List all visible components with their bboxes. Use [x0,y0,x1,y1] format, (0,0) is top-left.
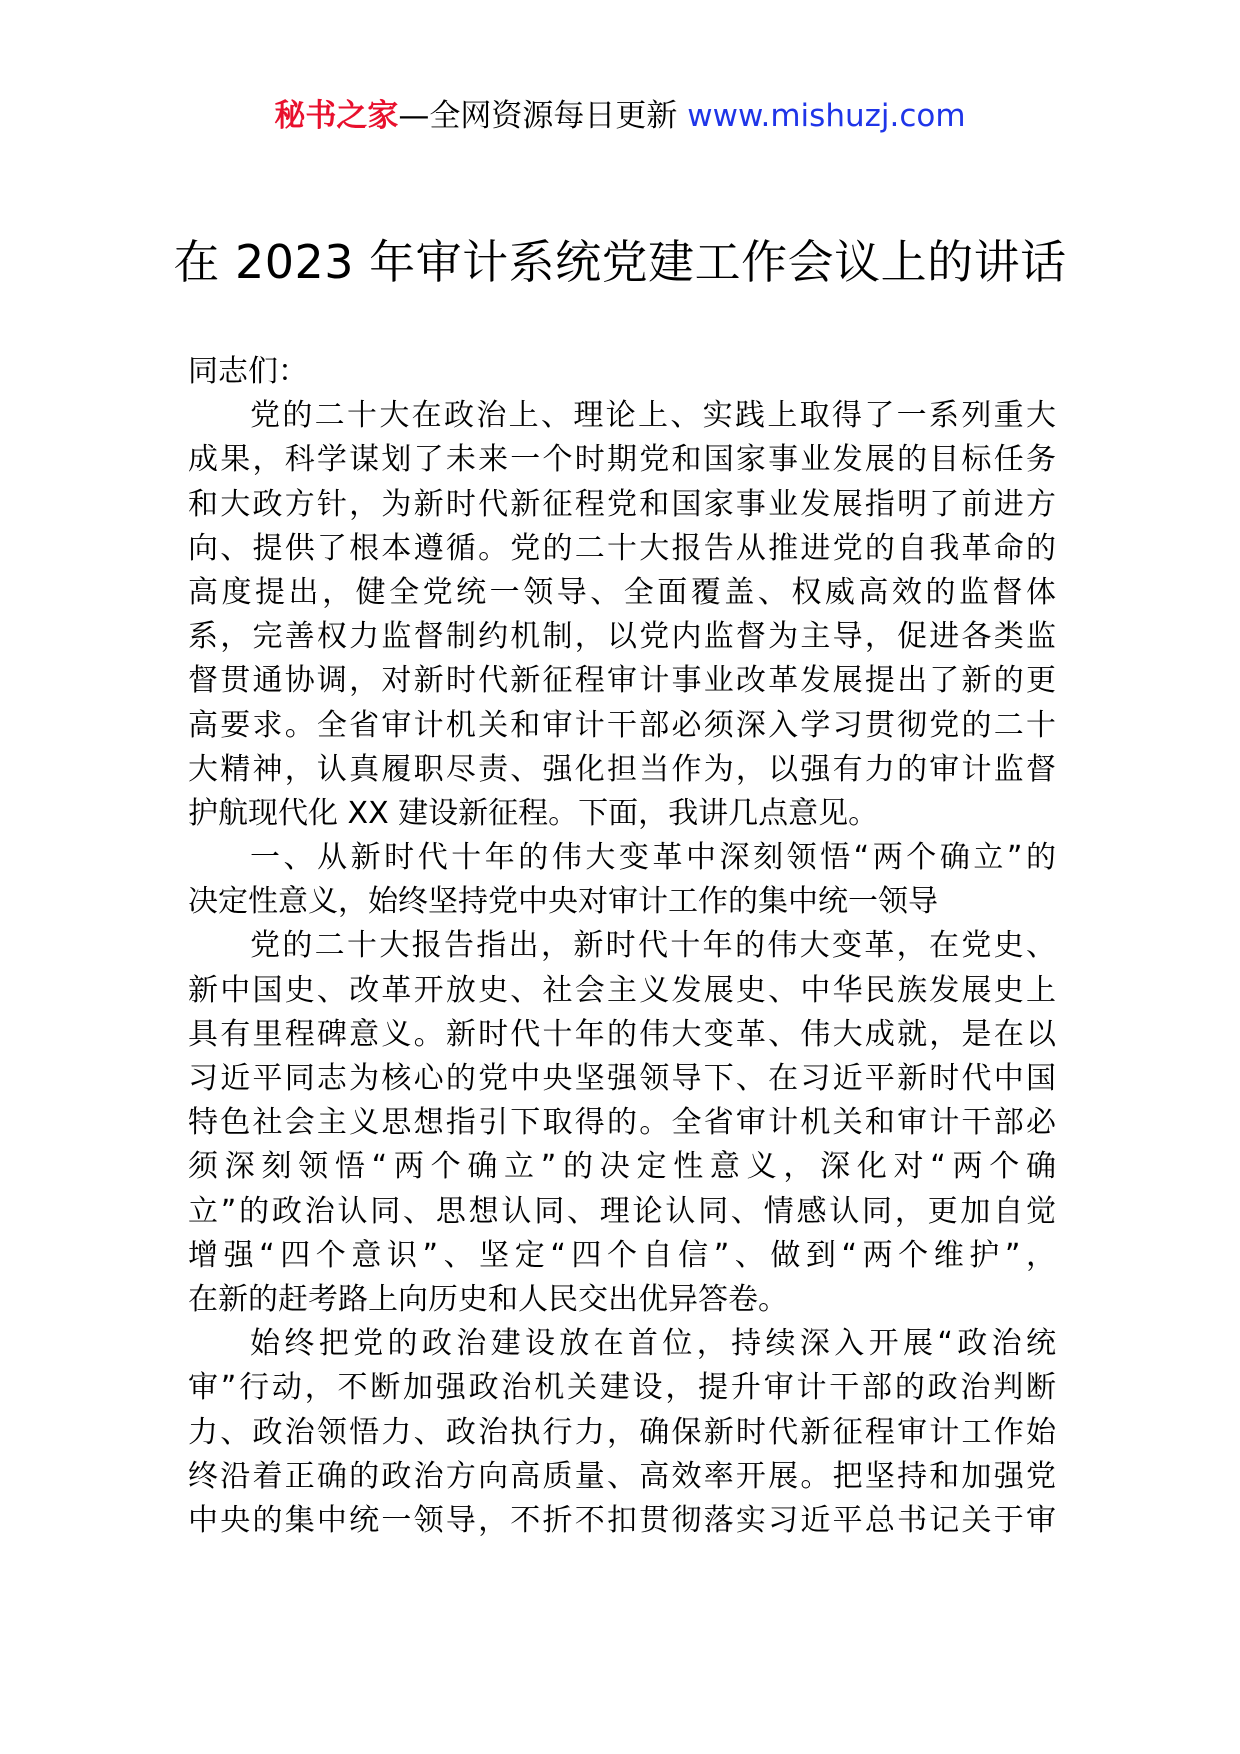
text-line: 在新的赶考路上向历史和人民交出优异答卷。 [188,1281,788,1317]
text-line: 特色社会主义思想指引下取得的。全省审计机关和审计干部必 [188,1105,1056,1141]
header-tagline: —全网资源每日更新 [398,98,688,134]
text-line: 向、提供了根本遵循。党的二十大报告从推进党的自我革命的 [188,530,1056,566]
text-line: 成果，科学谋划了未来一个时期党和国家事业发展的目标任务 [188,442,1056,478]
text-line: 党的二十大在政治上、理论上、实践上取得了一系列重大 [250,398,1056,434]
text-line: 护航现代化 XX 建设新征程。下面，我讲几点意见。 [188,795,879,831]
text-line: 习近平同志为核心的党中央坚强领导下、在习近平新时代中国 [188,1061,1056,1096]
text-line: 终沿着正确的政治方向高质量、高效率开展。把坚持和加强党 [188,1458,1056,1494]
text-line: 须深刻领悟“两个确立”的决定性意义，深化对“两个确 [188,1149,1056,1185]
text-line: 高度提出，健全党统一领导、全面覆盖、权威高效的监督体 [188,574,1056,610]
text-line: 立”的政治认同、思想认同、理论认同、情感认同，更加自觉 [188,1193,1056,1229]
text-line: 和大政方针，为新时代新征程党和国家事业发展指明了前进方 [188,486,1056,522]
text-line: 同志们： [188,354,308,389]
text-line: 审”行动，不断加强政治机关建设，提升审计干部的政治判断 [188,1370,1056,1406]
text-line: 党的二十大报告指出，新时代十年的伟大变革，在党史、 [250,928,1056,964]
text-line: 一、从新时代十年的伟大变革中深刻领悟“两个确立”的 [250,840,1056,876]
text-line: 系，完善权力监督制约机制，以党内监督为主导，促进各类监 [188,619,1056,655]
site-url-link[interactable]: www.mishuzj.com [687,98,966,134]
text-line: 始终把党的政治建设放在首位，持续深入开展“政治统 [250,1326,1056,1362]
text-line: 新中国史、改革开放史、社会主义发展史、中华民族发展史上 [188,972,1056,1008]
site-header [0,96,1240,136]
document-body [188,350,1056,1543]
text-line: 决定性意义，始终坚持党中央对审计工作的集中统一领导 [188,884,938,920]
text-line: 力、政治领悟力、政治执行力，确保新时代新征程审计工作始 [188,1414,1056,1450]
text-line: 增强“四个意识”、坚定“四个自信”、做到“两个维护”， [188,1237,1056,1273]
text-line: 高要求。全省审计机关和审计干部必须深入学习贯彻党的二十 [188,707,1056,743]
text-line: 大精神，认真履职尽责、强化担当作为，以强有力的审计监督 [188,751,1056,787]
document-title: 在 2023 年审计系统党建工作会议上的讲话 [173,235,1067,289]
text-line: 中央的集中统一领导，不折不扣贯彻落实习近平总书记关于审 [188,1502,1056,1538]
text-line: 督贯通协调，对新时代新征程审计事业改革发展提出了新的更 [188,663,1056,699]
brand-name: 秘书之家 [274,98,399,134]
text-line: 具有里程碑意义。新时代十年的伟大变革、伟大成就，是在以 [188,1016,1056,1052]
